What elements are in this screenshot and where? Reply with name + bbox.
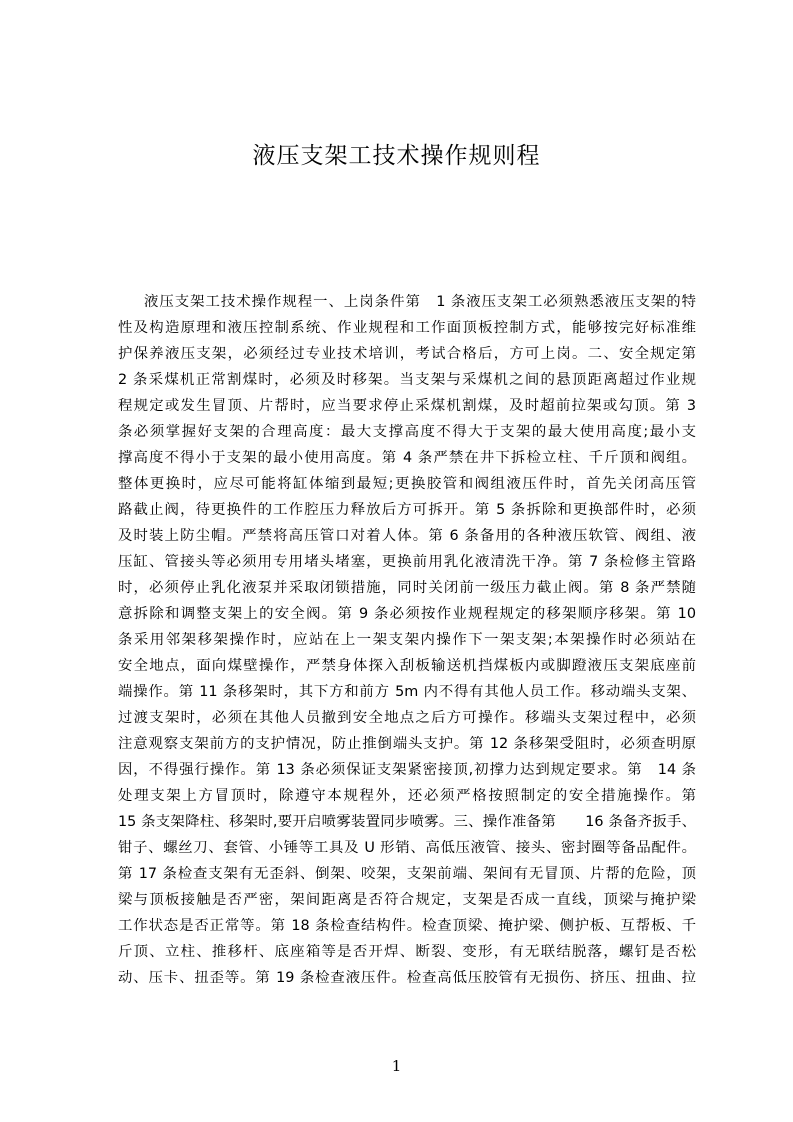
text-line: 压缸、管接头等必须用专用堵头堵塞，更换前用乳化液清洗干净。第 7 条检修主管路 [118, 554, 696, 570]
text-line: 2 条采煤机正常割煤时，必须及时移架。当支架与采煤机之间的悬顶距离超过作业规 [118, 372, 696, 388]
page-number: 1 [391, 1057, 402, 1075]
text-line: 液压支架工技术操作规程一、上岗条件第 1 条液压支架工必须熟悉液压支架的特 [144, 294, 696, 310]
body-text [118, 289, 696, 989]
text-line: 动、压卡、扭歪等。第 19 条检查液压件。检查高低压胶管有无损伤、挤压、扭曲、拉 [118, 970, 696, 986]
text-line: 安全地点，面向煤壁操作，严禁身体探入刮板输送机挡煤板内或脚蹬液压支架底座前 [118, 658, 696, 674]
text-line: 过渡支架时，必须在其他人员撤到安全地点之后方可操作。移端头支架过程中，必须 [118, 710, 696, 726]
text-line: 时，必须停止乳化液泵并采取闭锁措施，同时关闭前一级压力截止阀。第 8 条严禁随 [118, 580, 696, 596]
text-line: 因，不得强行操作。第 13 条必须保证支架紧密接顶,初撑力达到规定要求。第 14 条 [118, 762, 696, 778]
text-line: 条必须掌握好支架的合理高度：最大支撑高度不得大于支架的最大使用高度;最小支 [118, 424, 696, 440]
text-line: 整体更换时，应尽可能将缸体缩到最短;更换胶管和阀组液压件时，首先关闭高压管 [118, 476, 696, 492]
text-line: 条采用邻架移架操作时，应站在上一架支架内操作下一架支架;本架操作时必须站在 [118, 632, 696, 648]
text-line: 端操作。第 11 条移架时，其下方和前方 5m 内不得有其他人员工作。移动端头支架、 [118, 684, 696, 700]
text-line: 护保养液压支架，必须经过专业技术培训，考试合格后，方可上岗。二、安全规定第 [118, 346, 696, 362]
text-line: 斤顶、立柱、推移杆、底座箱等是否开焊、断裂、变形，有无联结脱落，螺钉是否松 [118, 944, 696, 960]
text-line: 撑高度不得小于支架的最小使用高度。第 4 条严禁在井下拆检立柱、千斤顶和阀组。 [118, 450, 696, 466]
text-line: 路截止阀，待更换件的工作腔压力释放后方可拆开。第 5 条拆除和更换部件时，必须 [118, 502, 696, 518]
text-line: 钳子、螺丝刀、套管、小锤等工具及 U 形销、高低压液管、接头、密封圈等备品配件。 [118, 840, 696, 856]
text-line: 15 条支架降柱、移架时,要开启喷雾装置同步喷雾。三、操作准备第 16 条备齐扳手、 [118, 814, 696, 830]
text-line: 程规定或发生冒顶、片帮时，应当要求停止采煤机割煤，及时超前拉架或勾顶。第 3 [118, 398, 696, 414]
text-line: 及时装上防尘帽。严禁将高压管口对着人体。第 6 条备用的各种液压软管、阀组、液 [118, 528, 696, 544]
text-line: 性及构造原理和液压控制系统、作业规程和工作面顶板控制方式，能够按完好标准维 [118, 320, 696, 336]
text-line: 注意观察支架前方的支护情况，防止推倒端头支护。第 12 条移架受阻时，必须查明原 [118, 736, 696, 752]
text-line: 第 17 条检查支架有无歪斜、倒架、咬架，支架前端、架间有无冒顶、片帮的危险，顶 [118, 866, 696, 882]
text-line: 工作状态是否正常等。第 18 条检查结构件。检查顶梁、掩护梁、侧护板、互帮板、千 [118, 918, 696, 934]
text-line: 梁与顶板接触是否严密，架间距离是否符合规定，支架是否成一直线，顶梁与掩护梁 [118, 892, 696, 908]
text-line: 处理支架上方冒顶时，除遵守本规程外，还必须严格按照制定的安全措施操作。第 [118, 788, 696, 804]
text-line: 意拆除和调整支架上的安全阀。第 9 条必须按作业规程规定的移架顺序移架。第 10 [118, 606, 696, 622]
page-title: 液压支架工技术操作规则程 [252, 143, 541, 169]
